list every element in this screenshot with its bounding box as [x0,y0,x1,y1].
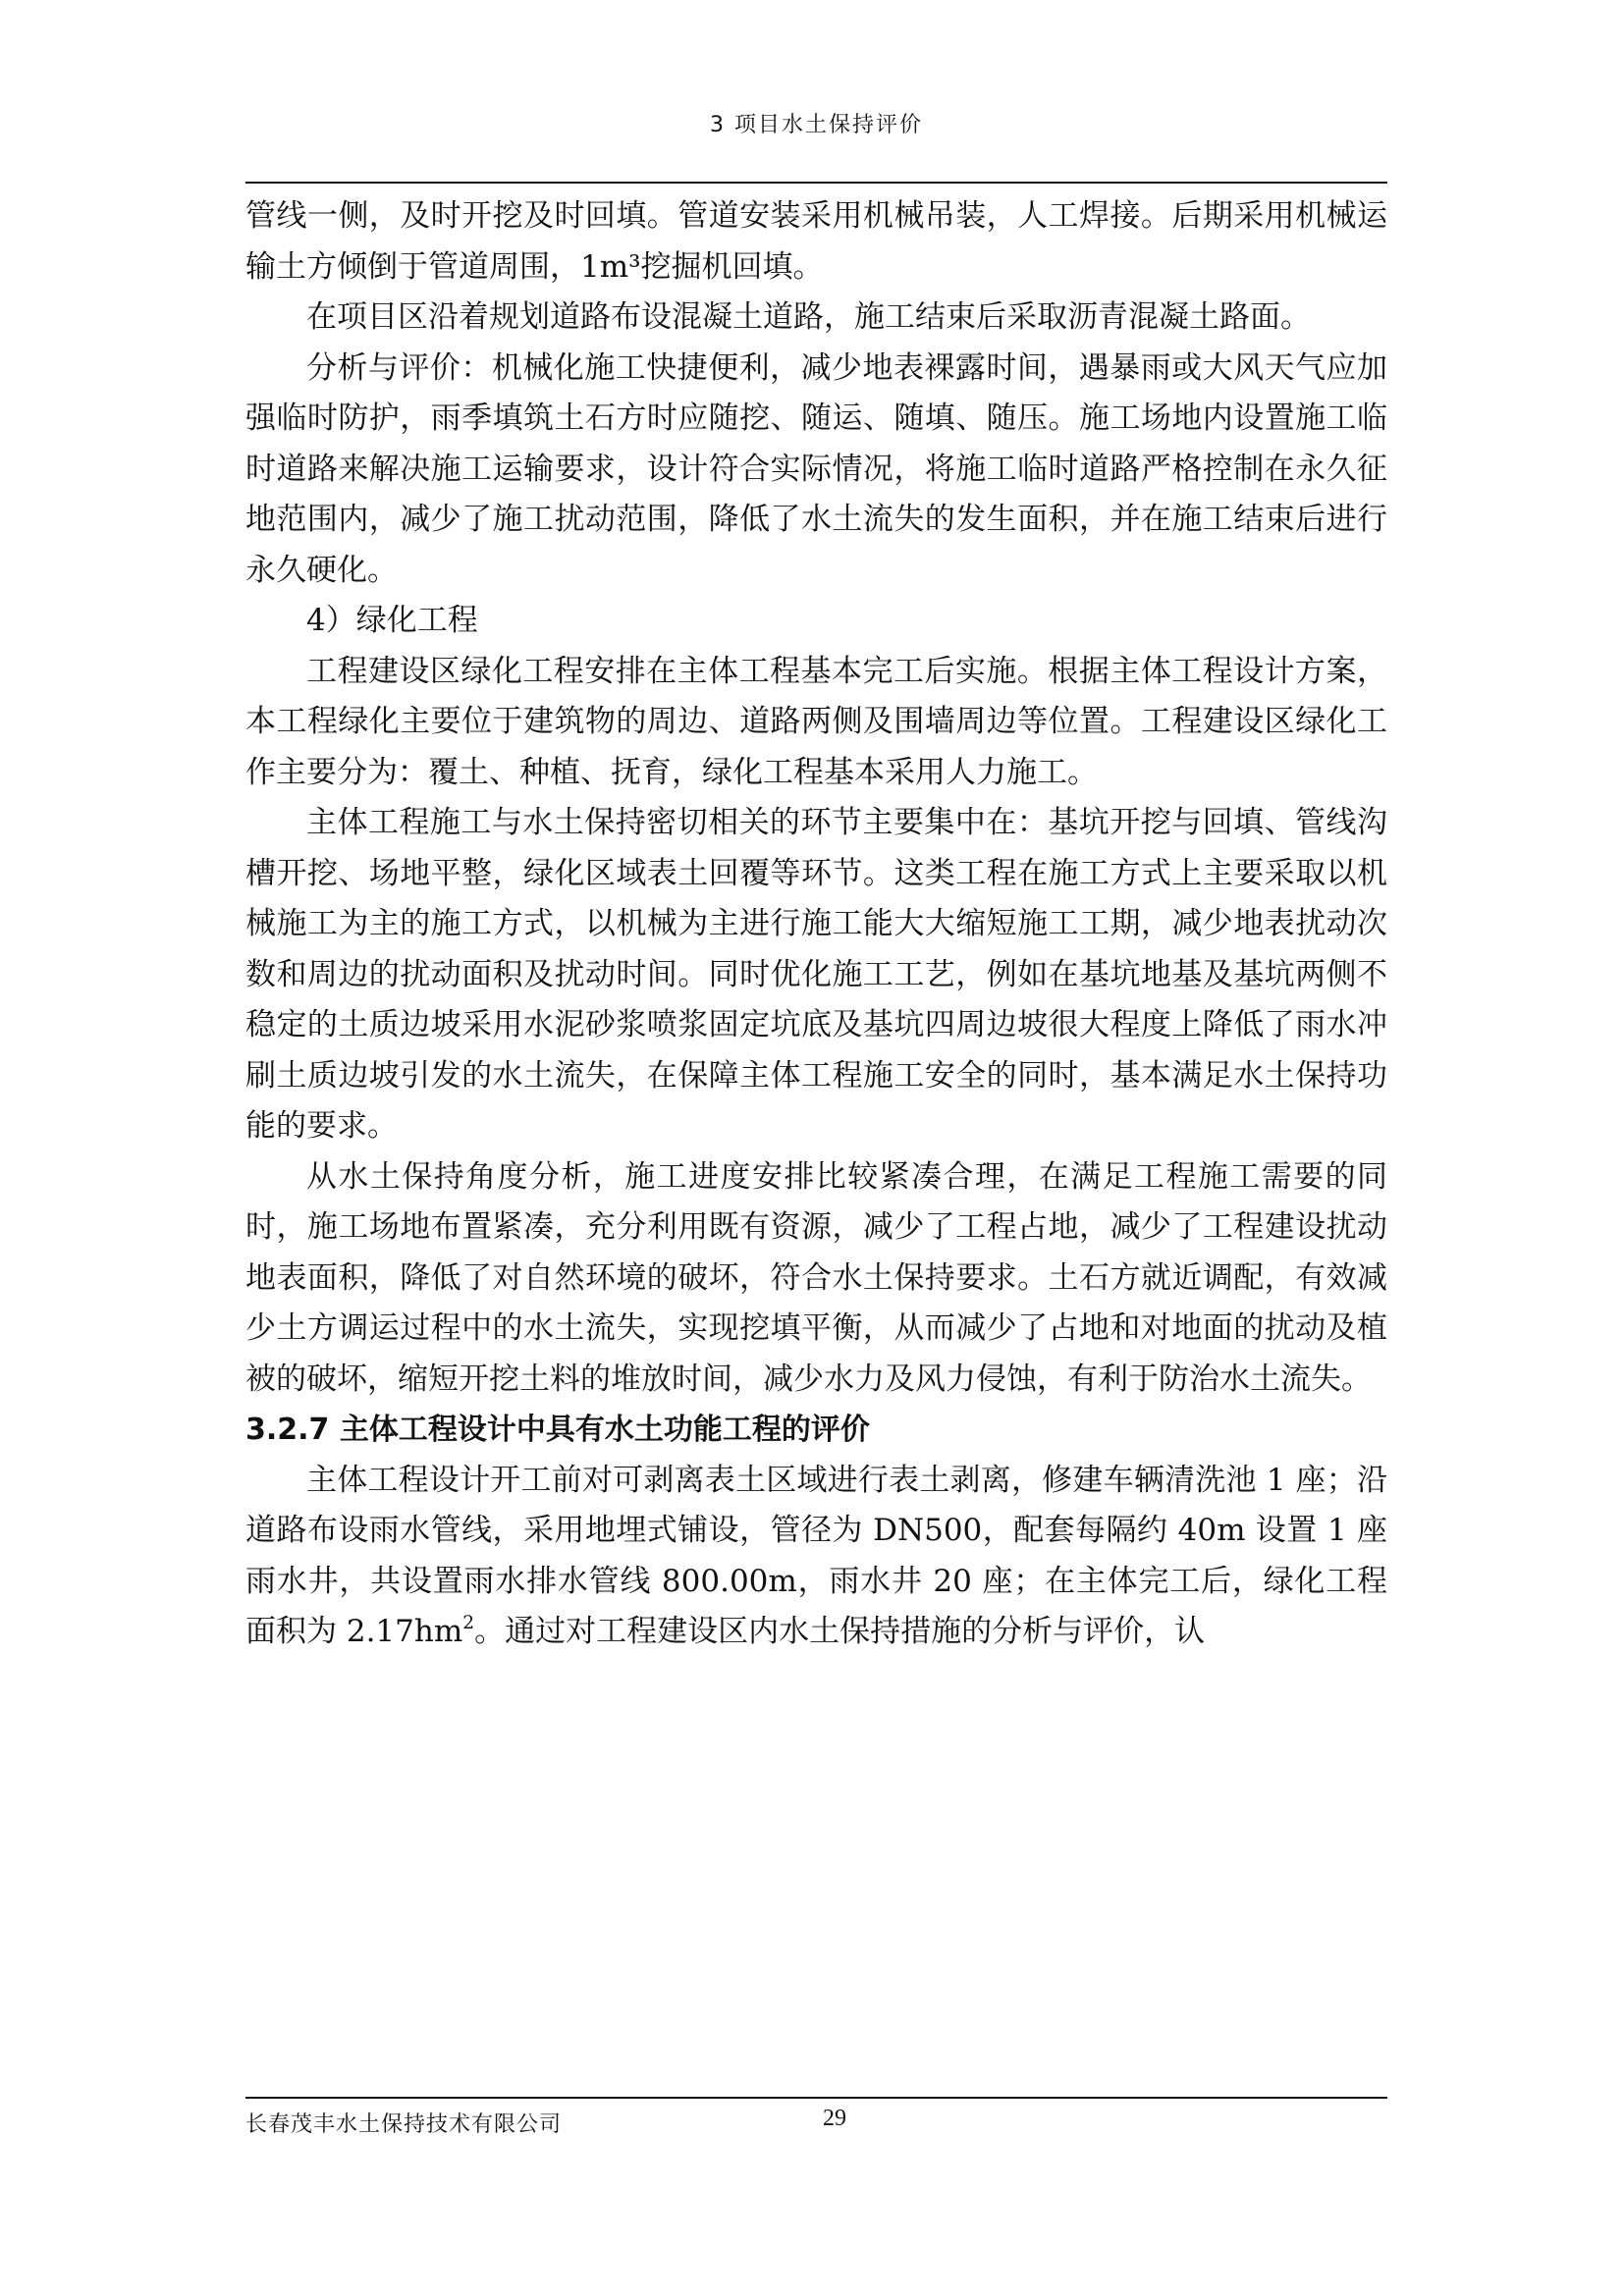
page-number: 29 [823,2106,846,2131]
paragraph-continuation: 管线一侧，及时开挖及时回填。管道安装采用机械吊装，人工焊接。后期采用机械运输土方倾倒于管道周围，1m³挖掘机回填。 [245,198,1387,285]
header-rule [245,182,1387,184]
paragraph-greening-works: 工程建设区绿化工程安排在主体工程基本完工后实施。根据主体工程设计方案，本工程绿化主要位于建筑物的周边、道路两侧及围墙周边等位置。工程建设区绿化工作主要分为：覆土、种植、抚育，绿化工程基本采用人力施工。 [245,653,1387,790]
paragraph-road-construction: 在项目区沿着规划道路布设混凝土道路，施工结束后采取沥青混凝土路面。 [306,299,1311,335]
subheading-greening-works: 4）绿化工程 [306,603,478,638]
footer-company-name: 长春茂丰水土保持技术有限公司 [245,2112,563,2137]
paragraph-construction-links: 主体工程施工与水土保持密切相关的环节主要集中在：基坑开挖与回填、管线沟槽开挖、场地平整，绿化区域表土回覆等环节。这类工程在施工方式上主要采取以机械施工为主的施工方式，以机械为主进行施工能大大缩短施工工期，减少地表扰动次数和周边的扰动面积及扰动时间。同时优化施工工艺，例如在基坑地基及基坑两侧不稳定的土质边坡采用水泥砂浆喷浆固定坑底及基坑四周边坡很大程度上降低了雨水冲刷土质边坡引发的水土流失，在保障主体工程施工安全的同时，基本满足水土保持功能的要求。 [245,805,1387,1144]
body-text [245,191,1387,1658]
paragraph-main-works-tail: 。通过对工程建设区内水土保持措施的分析与评价，认 [474,1614,1206,1649]
superscript-exponent: 2 [462,1612,475,1633]
footer-rule [245,2097,1387,2099]
running-header: 3 项目水土保持评价 [710,113,923,137]
section-heading: 3.2.7 主体工程设计中具有水土功能工程的评价 [245,1413,870,1447]
paragraph-main-works-text: 主体工程设计开工前对可剥离表土区域进行表土剥离，修建车辆清洗池 1 座；沿道路布设雨水管线，采用地埋式铺设，管径为 DN500，配套每隔约 40m 设置 1 座雨水井，共设置雨水排水管线 800.00m，雨水井 20 座；在主体完工后，绿化工程面积为 2.17hm [245,1462,1387,1649]
paragraph-main-works-design [245,1456,1387,1658]
paragraph-soil-conservation-analysis: 从水土保持角度分析，施工进度安排比较紧凑合理，在满足工程施工需要的同时，施工场地布置紧凑，充分利用既有资源，减少了工程占地，减少了工程建设扰动地表面积，降低了对自然环境的破坏，符合水土保持要求。土石方就近调配，有效减少土方调运过程中的水土流失，实现挖填平衡，从而减少了占地和对地面的扰动及植被的破坏，缩短开挖土料的堆放时间，减少水力及风力侵蚀，有利于防治水土流失。 [245,1158,1387,1397]
paragraph-analysis-evaluation: 分析与评价：机械化施工快捷便利，减少地表裸露时间，遇暴雨或大风天气应加强临时防护，雨季填筑土石方时应随挖、随运、随填、随压。施工场地内设置施工临时道路来解决施工运输要求，设计符合实际情况，将施工临时道路严格控制在永久征地范围内，减少了施工扰动范围，降低了水土流失的发生面积，并在施工结束后进行永久硬化。 [245,349,1387,588]
